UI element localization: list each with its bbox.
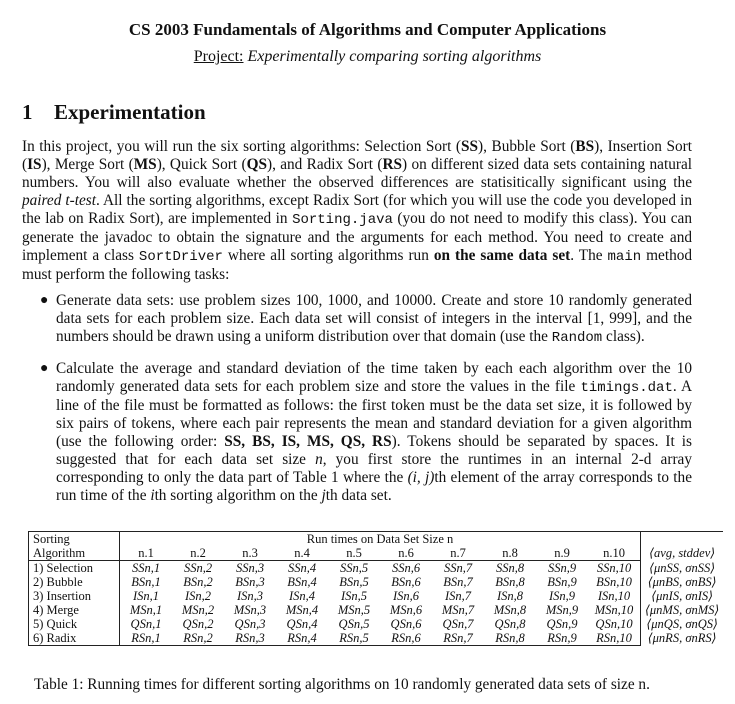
intro-text: ), Bubble Sort ( bbox=[478, 138, 576, 155]
intro-text: method must perform the following tasks: bbox=[22, 247, 693, 283]
header-sorting: Sorting bbox=[29, 532, 120, 547]
table-cell: ISn,9 bbox=[548, 589, 576, 603]
table-cell: QSn,5 bbox=[338, 617, 370, 631]
bullet-text: th data set. bbox=[325, 487, 392, 504]
file-timings-dat: timings.dat bbox=[580, 380, 673, 396]
table-cell: QSn,7 bbox=[442, 617, 474, 631]
table-cell: ISn,4 bbox=[288, 589, 316, 603]
bullet-text: , you first store the runtimes in an internal 2-d array corresponding to only the data part of Table 1 where the bbox=[56, 451, 692, 486]
runtime-table-wrapper bbox=[28, 531, 723, 646]
table-row bbox=[29, 575, 724, 589]
header-summary: ⟨avg, stddev⟩ bbox=[641, 546, 724, 561]
bullet-text: Calculate the average and standard deviation of the time taken by each each algorithm over the 10 randomly generated data sets for each problem size and store the values in the file bbox=[56, 360, 692, 395]
section-title: Experimentation bbox=[54, 100, 206, 124]
method-main: main bbox=[607, 249, 642, 265]
abbr-bs: BS bbox=[575, 138, 595, 155]
var-i: i bbox=[150, 487, 155, 504]
row-summary: ⟨μnQS, σnQS⟩ bbox=[641, 617, 724, 631]
table-cell: ISn,2 bbox=[184, 589, 212, 603]
paired-t-test: paired t-test bbox=[22, 192, 96, 209]
header-summary-spacer bbox=[641, 532, 724, 547]
bullet-text: . A line of the file must be formatted as follows: the first token must be the data set size, it is followed by six pairs of tokens, where each pair represents the mean and standard deviation for a given algorithm (use the following order: bbox=[56, 378, 693, 450]
intro-text: ), and Radix Sort ( bbox=[266, 156, 383, 173]
table-cell: BSn,6 bbox=[391, 575, 421, 589]
intro-text: where all sorting algorithms run bbox=[222, 247, 434, 264]
table-cell: QSn,3 bbox=[234, 617, 266, 631]
bullet-text: Generate data sets: use problem sizes 100, 1000, and 10000. Create and store 10 randomly generated data sets for each problem size. Each data set will consist of integers in the interval [1, 999], and the numbers should be drawn using a uniform distribution over that domain (use the bbox=[56, 292, 692, 345]
row-summary: ⟨μnBS, σnBS⟩ bbox=[641, 575, 724, 589]
row-label: 3) Insertion bbox=[29, 589, 120, 603]
row-summary: ⟨μnRS, σnRS⟩ bbox=[641, 631, 724, 646]
table-cell: QSn,4 bbox=[286, 617, 318, 631]
row-label: 5) Quick bbox=[29, 617, 120, 631]
table-cell: ISn,5 bbox=[340, 589, 368, 603]
table-cell: RSn,3 bbox=[224, 631, 276, 646]
table-cell: QSn,8 bbox=[494, 617, 526, 631]
table-cell: RSn,5 bbox=[328, 631, 380, 646]
table-cell: SSn,2 bbox=[183, 561, 213, 575]
intro-text: . All the sorting algorithms, except Radix Sort (for which you will use the code you developed in the lab on Radix Sort), are implemented in bbox=[22, 192, 692, 227]
bullet-text: class). bbox=[602, 328, 645, 345]
column-header: n.6 bbox=[380, 546, 432, 561]
row-summary: ⟨μnSS, σnSS⟩ bbox=[641, 561, 724, 576]
table-cell: MSn,1 bbox=[129, 603, 163, 617]
table-cell: ISn,1 bbox=[132, 589, 160, 603]
var-n: n bbox=[315, 451, 323, 468]
table-cell: RSn,10 bbox=[588, 631, 641, 646]
var-j: j bbox=[321, 487, 326, 504]
intro-text: In this project, you will run the six sorting algorithms: Selection Sort ( bbox=[22, 138, 462, 155]
column-header: n.7 bbox=[432, 546, 484, 561]
table-cell: MSn,8 bbox=[493, 603, 527, 617]
table-cell: QSn,10 bbox=[588, 617, 641, 631]
bullet-text: th sorting algorithm on the bbox=[154, 487, 322, 504]
intro-text: ), Insertion Sort ( bbox=[22, 138, 692, 173]
bullet-calculate-stats bbox=[40, 360, 693, 505]
row-label: 6) Radix bbox=[29, 631, 120, 646]
section-number: 1 bbox=[22, 100, 33, 124]
table-cell: BSn,1 bbox=[131, 575, 161, 589]
table-cell: MSn,10 bbox=[588, 603, 641, 617]
table-cell: MSn,3 bbox=[233, 603, 267, 617]
table-cell: BSn,9 bbox=[547, 575, 577, 589]
intro-text: ), Merge Sort ( bbox=[41, 156, 134, 173]
column-header: n.8 bbox=[484, 546, 536, 561]
table-cell: BSn,2 bbox=[183, 575, 213, 589]
table-row bbox=[29, 617, 724, 631]
intro-text: ), Quick Sort ( bbox=[156, 156, 247, 173]
table-header-row bbox=[29, 546, 724, 561]
table-cell: RSn,1 bbox=[120, 631, 173, 646]
table-cell: MSn,4 bbox=[285, 603, 319, 617]
intro-text: ) on different sized data sets containing natural numbers. You will also evaluate whether the observed differences are statisitically significant using the bbox=[22, 156, 692, 191]
header-runtimes: Run times on Data Set Size n bbox=[120, 532, 641, 547]
table-cell: RSn,4 bbox=[276, 631, 328, 646]
table-cell: QSn,9 bbox=[546, 617, 578, 631]
runtime-table bbox=[28, 531, 723, 646]
intro-paragraph bbox=[22, 138, 692, 284]
table-cell: SSn,3 bbox=[235, 561, 265, 575]
class-sortdriver: SortDriver bbox=[138, 249, 223, 265]
table-cell: BSn,5 bbox=[339, 575, 369, 589]
column-header: n.10 bbox=[588, 546, 641, 561]
row-label: 4) Merge bbox=[29, 603, 120, 617]
row-label: 1) Selection bbox=[29, 561, 120, 576]
column-header: n.2 bbox=[172, 546, 224, 561]
table-cell: RSn,9 bbox=[536, 631, 588, 646]
emphasis-same-data-set: on the same data set bbox=[433, 247, 571, 264]
table-row bbox=[29, 631, 724, 646]
table-cell: SSn,6 bbox=[391, 561, 421, 575]
table-cell: MSn,2 bbox=[181, 603, 215, 617]
algorithm-order: SS, BS, IS, MS, QS, RS bbox=[224, 433, 392, 450]
table-cell: BSn,7 bbox=[443, 575, 473, 589]
section-heading bbox=[22, 100, 206, 125]
table-cell: SSn,9 bbox=[547, 561, 577, 575]
table-cell: RSn,7 bbox=[432, 631, 484, 646]
column-header: n.4 bbox=[276, 546, 328, 561]
bullet-generate-data bbox=[40, 292, 692, 347]
abbr-ss: SS bbox=[461, 138, 479, 155]
intro-text: (you do not need to modify this class). You can generate the javadoc to obtain the signature and the arguments for each method. You need to create and implement a class bbox=[22, 210, 692, 264]
column-header: n.5 bbox=[328, 546, 380, 561]
table-cell: SSn,4 bbox=[287, 561, 317, 575]
bullet-dot: ● bbox=[40, 293, 49, 308]
column-header: n.9 bbox=[536, 546, 588, 561]
table-cell: ISn,7 bbox=[444, 589, 472, 603]
table-cell: ISn,8 bbox=[496, 589, 524, 603]
abbr-ms: MS bbox=[133, 156, 157, 173]
table-cell: ISn,6 bbox=[392, 589, 420, 603]
table-row bbox=[29, 561, 724, 576]
course-title: CS 2003 Fundamentals of Algorithms and Computer Applications bbox=[128, 20, 607, 39]
table-cell: MSn,5 bbox=[337, 603, 371, 617]
table-cell: RSn,8 bbox=[484, 631, 536, 646]
table-cell: MSn,9 bbox=[545, 603, 579, 617]
row-summary: ⟨μnMS, σnMS⟩ bbox=[641, 603, 724, 617]
table-cell: MSn,6 bbox=[389, 603, 423, 617]
project-subtitle bbox=[0, 48, 735, 66]
table-cell: QSn,6 bbox=[390, 617, 422, 631]
table-cell: ISn,3 bbox=[236, 589, 264, 603]
table-cell: RSn,6 bbox=[380, 631, 432, 646]
bullet-dot: ● bbox=[40, 361, 49, 376]
table-cell: BSn,4 bbox=[287, 575, 317, 589]
project-label: Project: bbox=[193, 48, 244, 65]
table-cell: BSn,10 bbox=[588, 575, 641, 589]
table-cell: SSn,5 bbox=[339, 561, 369, 575]
abbr-qs: QS bbox=[246, 156, 267, 173]
table-cell: QSn,1 bbox=[130, 617, 162, 631]
bullet-text: th element of the array corresponds to the run time of the bbox=[56, 469, 692, 504]
class-random: Random bbox=[551, 330, 603, 346]
row-label: 2) Bubble bbox=[29, 575, 120, 589]
table-cell: ISn,10 bbox=[588, 589, 641, 603]
intro-text: . The bbox=[570, 247, 608, 264]
table-row bbox=[29, 603, 724, 617]
var-ij: (i, j) bbox=[407, 469, 435, 486]
table-cell: MSn,7 bbox=[441, 603, 475, 617]
bullet-text: ). Tokens should be separated by spaces. It is suggested that for each data set size bbox=[56, 433, 692, 468]
table-cell: SSn,7 bbox=[443, 561, 473, 575]
project-title: Experimentally comparing sorting algorithms bbox=[247, 48, 542, 65]
table-header-row bbox=[29, 532, 724, 547]
table-cell: BSn,8 bbox=[495, 575, 525, 589]
table-caption: Table 1: Running times for different sorting algorithms on 10 randomly generated data sets of size n. bbox=[34, 676, 650, 693]
column-header: n.3 bbox=[224, 546, 276, 561]
abbr-is: IS bbox=[27, 156, 42, 173]
header-algorithm: Algorithm bbox=[29, 546, 120, 561]
table-cell: SSn,10 bbox=[588, 561, 641, 576]
table-cell: QSn,2 bbox=[182, 617, 214, 631]
table-cell: RSn,2 bbox=[172, 631, 224, 646]
table-cell: SSn,8 bbox=[495, 561, 525, 575]
row-summary: ⟨μnIS, σnIS⟩ bbox=[641, 589, 724, 603]
table-cell: BSn,3 bbox=[235, 575, 265, 589]
table-row bbox=[29, 589, 724, 603]
file-sorting-java: Sorting.java bbox=[292, 212, 393, 228]
abbr-rs: RS bbox=[382, 156, 403, 173]
column-header: n.1 bbox=[120, 546, 173, 561]
table-cell: SSn,1 bbox=[131, 561, 161, 575]
